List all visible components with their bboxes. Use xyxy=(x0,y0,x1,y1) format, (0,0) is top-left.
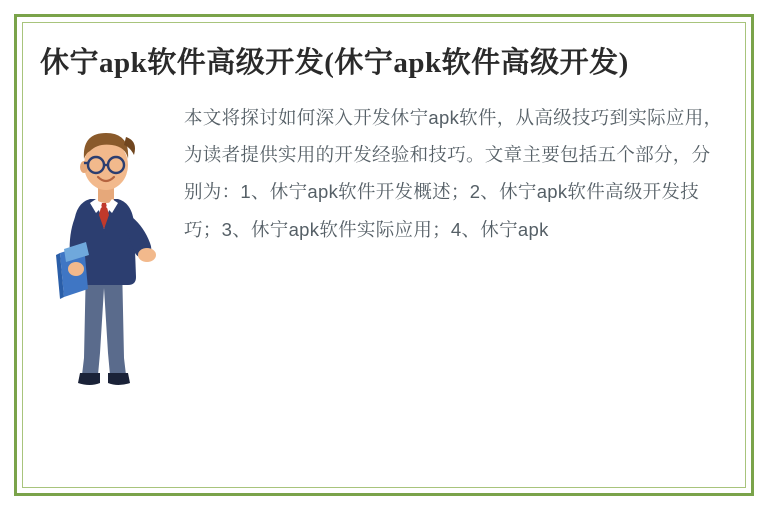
article-body xyxy=(40,97,728,403)
article-paragraph: 本文将探讨如何深入开发休宁apk软件，从高级技巧到实际应用，为读者提供实用的开发经验和技巧。文章主要包括五个部分，分别为：1、休宁apk软件开发概述；2、休宁apk软件高级开发技巧；3、休宁apk软件实际应用；4、休宁apk xyxy=(184,106,723,240)
man-presenting-illustration xyxy=(46,103,166,403)
page-title: 休宁apk软件高级开发(休宁apk软件高级开发) xyxy=(40,47,629,79)
document-content xyxy=(40,44,728,470)
